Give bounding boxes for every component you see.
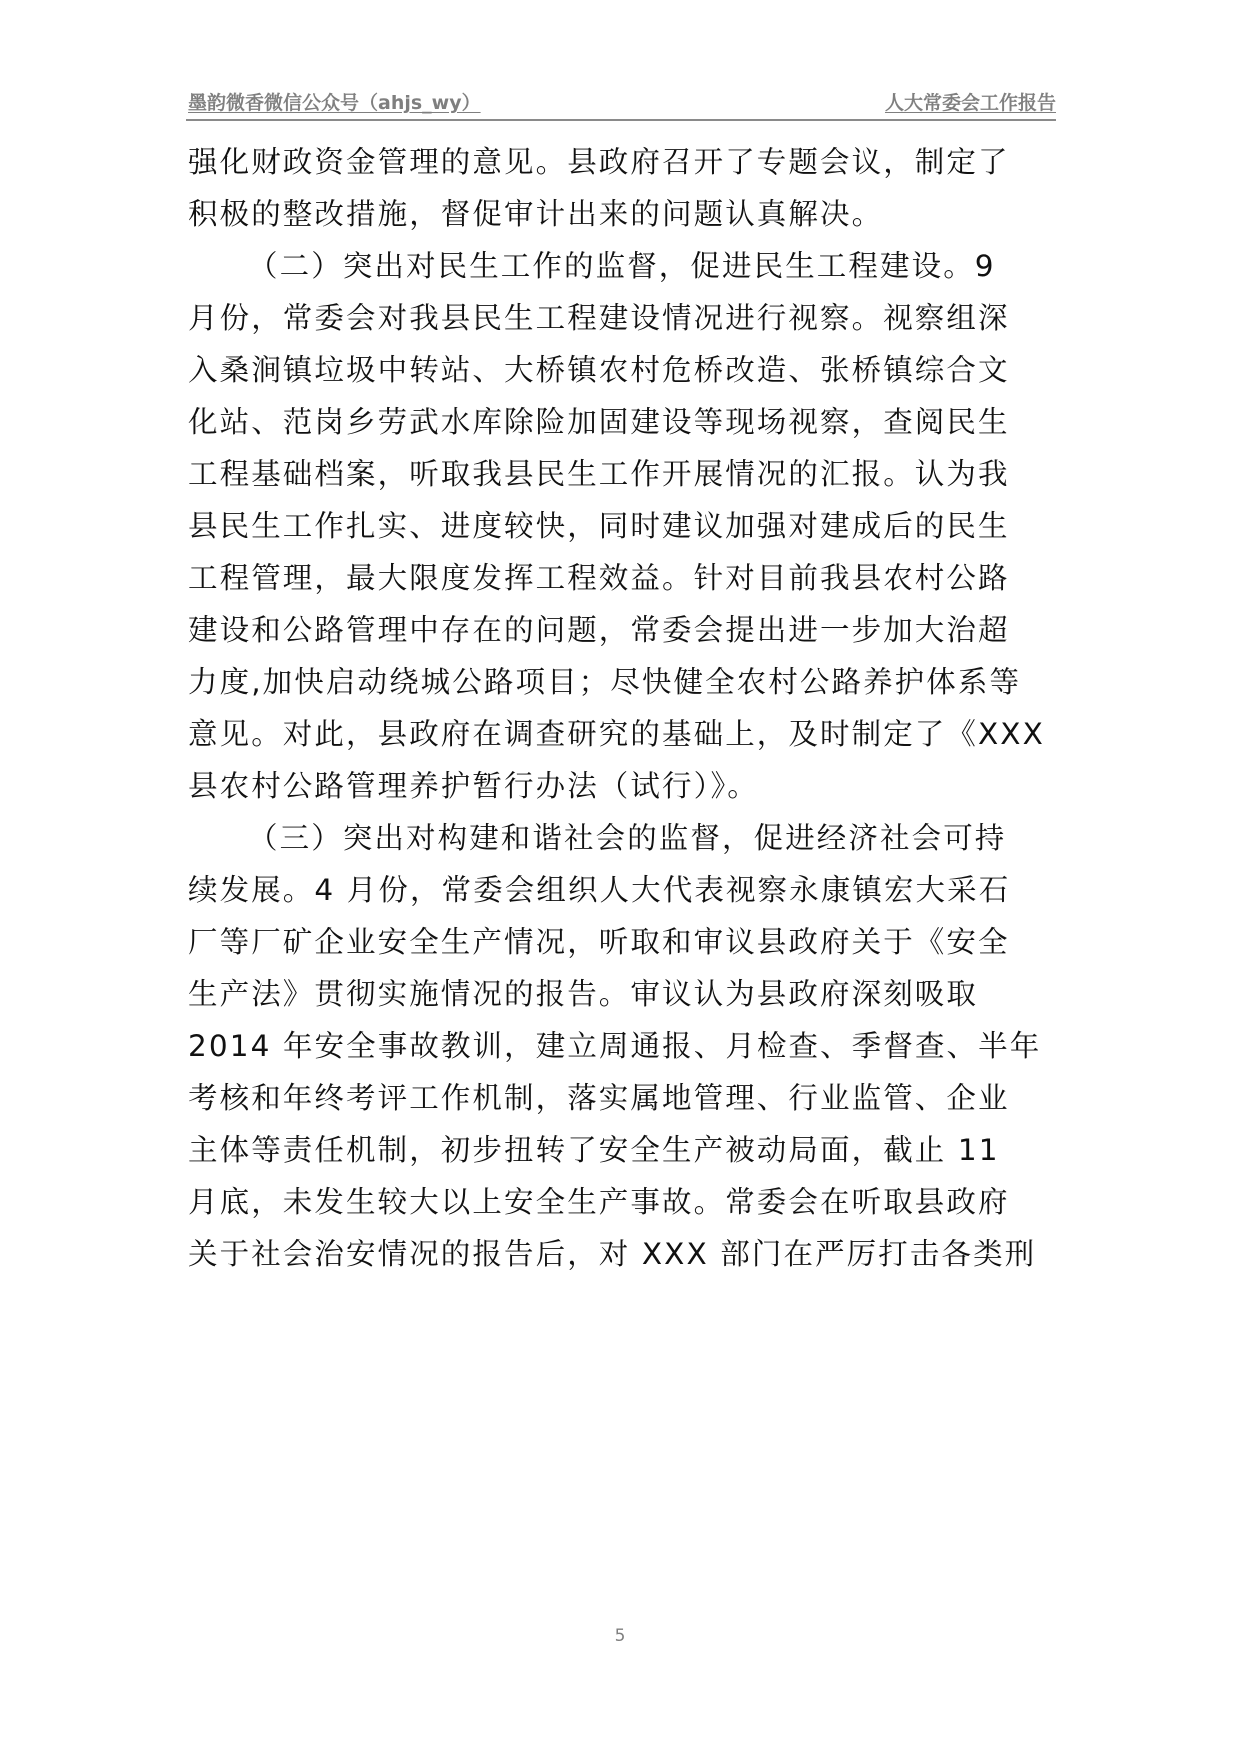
section-heading-line: （二）突出对民生工作的监督，促进民生工程建设。9	[248, 249, 996, 283]
page-number: 5	[614, 1626, 626, 1646]
text-line: 县民生工作扎实、进度较快，同时建议加强对建成后的民生	[188, 509, 1010, 543]
text-line: 力度,加快启动绕城公路项目；尽快健全农村公路养护体系等	[188, 665, 1022, 699]
text-line: 强化财政资金管理的意见。县政府召开了专题会议，制定了	[188, 145, 1010, 179]
text-line: 主体等责任机制，初步扭转了安全生产被动局面，截止 11	[188, 1133, 1000, 1167]
text-line: 考核和年终考评工作机制，落实属地管理、行业监管、企业	[188, 1081, 1010, 1115]
text-line: 工程管理，最大限度发挥工程效益。针对目前我县农村公路	[188, 561, 1010, 595]
header-divider	[186, 119, 1056, 121]
section-heading-line: （三）突出对构建和谐社会的监督，促进经济社会可持	[248, 821, 1007, 855]
text-line: 续发展。4 月份，常委会组织人大代表视察永康镇宏大采石	[188, 873, 1011, 907]
text-line: 工程基础档案，听取我县民生工作开展情况的汇报。认为我	[188, 457, 1010, 491]
text-line: 生产法》贯彻实施情况的报告。审议认为县政府深刻吸取	[188, 977, 979, 1011]
text-line: 意见。对此，县政府在调查研究的基础上，及时制定了《XXX	[188, 717, 1045, 751]
header-source: 墨韵微香微信公众号（ahjs_wy）	[188, 92, 481, 114]
text-line: 入桑涧镇垃圾中转站、大桥镇农村危桥改造、张桥镇综合文	[188, 353, 1010, 387]
header-title: 人大常委会工作报告	[884, 92, 1056, 114]
text-line: 建设和公路管理中存在的问题，常委会提出进一步加大治超	[188, 613, 1010, 647]
text-line: 月份，常委会对我县民生工程建设情况进行视察。视察组深	[188, 301, 1010, 335]
text-line: 关于社会治安情况的报告后，对 XXX 部门在严厉打击各类刑	[188, 1237, 1037, 1271]
text-line: 县农村公路管理养护暂行办法（试行）》。	[188, 769, 759, 803]
text-line: 月底，未发生较大以上安全生产事故。常委会在听取县政府	[188, 1185, 1010, 1219]
page-header	[188, 86, 1056, 116]
text-line: 积极的整改措施，督促审计出来的问题认真解决。	[188, 197, 884, 231]
body-text	[188, 136, 1060, 1280]
text-line: 2014 年安全事故教训，建立周通报、月检查、季督查、半年	[188, 1029, 1042, 1063]
text-line: 厂等厂矿企业安全生产情况，听取和审议县政府关于《安全	[188, 925, 1010, 959]
text-line: 化站、范岗乡劳武水库除险加固建设等现场视察，查阅民生	[188, 405, 1010, 439]
